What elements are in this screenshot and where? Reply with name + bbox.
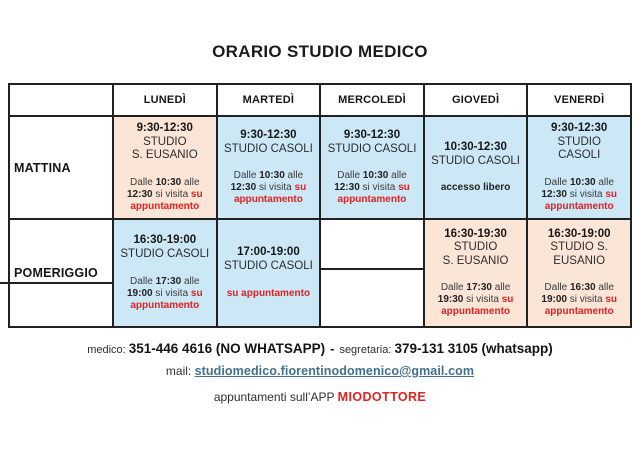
note-segment: su appuntamento xyxy=(441,294,514,318)
schedule-cell xyxy=(113,219,217,327)
stray-line xyxy=(0,282,113,284)
note-segment: 17:30 xyxy=(155,275,182,287)
cell-time: 9:30-12:30 xyxy=(136,122,193,135)
note-segment: alle xyxy=(181,176,200,188)
note-segment: alle xyxy=(595,176,614,188)
note-segment: alle xyxy=(595,282,614,294)
schedule-cell xyxy=(424,219,528,327)
note-segment: su appuntamento xyxy=(544,294,617,318)
note-segment: 10:30 xyxy=(570,176,596,188)
cell-location: STUDIO S. xyxy=(550,241,608,254)
cell-location: STUDIO xyxy=(453,241,498,254)
cell-schedule xyxy=(321,129,423,156)
note-segment: 12:30 xyxy=(334,182,360,194)
note-segment: Dalle xyxy=(233,170,260,182)
mail-line xyxy=(0,364,640,378)
note-segment: Dalle xyxy=(544,176,570,188)
note-segment: 12:30 xyxy=(541,188,567,200)
cell-time: 9:30-12:30 xyxy=(551,122,608,135)
note-segment: 17:30 xyxy=(466,282,492,294)
cell-schedule xyxy=(425,141,527,168)
cell-schedule xyxy=(425,228,527,269)
schedule-table xyxy=(8,83,632,328)
cell-time: 17:00-19:00 xyxy=(237,246,300,259)
note-segment: 19:00 xyxy=(541,294,567,306)
contact-segment: segretaria: xyxy=(339,344,395,356)
note-segment: si visita xyxy=(463,294,502,306)
cell-schedule xyxy=(528,228,630,269)
note-segment: 16:30 xyxy=(570,282,596,294)
cell-note xyxy=(428,282,524,318)
schedule-body xyxy=(9,116,631,327)
schedule-cell xyxy=(217,219,321,327)
note-segment: si visita xyxy=(359,182,399,194)
cell-note xyxy=(220,288,316,300)
schedule-cell xyxy=(424,116,528,219)
cell-note xyxy=(531,282,627,318)
schedule-cell xyxy=(320,116,424,219)
note-segment: Dalle xyxy=(130,176,156,188)
day-header-2: MERCOLEDÌ xyxy=(320,84,424,116)
note-segment: 12:30 xyxy=(127,188,153,200)
contact-segment: medico: xyxy=(87,344,129,356)
schedule-row xyxy=(9,116,631,219)
contact-segment: - xyxy=(330,341,335,356)
cell-location: STUDIO CASOLI xyxy=(120,248,210,260)
cell-note xyxy=(428,182,524,194)
note-segment: 10:30 xyxy=(259,170,285,182)
day-header-0: LUNEDÌ xyxy=(113,84,217,116)
note-segment: su appuntamento xyxy=(544,188,617,212)
note-segment: su appuntamento xyxy=(226,287,311,299)
cell-location: CASOLI xyxy=(558,149,601,162)
empty-slot-top xyxy=(321,222,423,270)
note-segment: 19:00 xyxy=(127,287,153,299)
note-segment: alle xyxy=(388,170,407,182)
empty-slot-bottom xyxy=(321,270,423,324)
cell-time: 16:30-19:00 xyxy=(133,234,197,247)
note-segment: alle xyxy=(491,282,511,294)
cell-note xyxy=(531,177,627,213)
corner-cell xyxy=(9,84,113,116)
schedule-row xyxy=(9,219,631,327)
cell-time: 16:30-19:30 xyxy=(444,227,507,240)
cell-schedule xyxy=(218,129,320,156)
cell-location: S. EUSANIO xyxy=(131,149,198,162)
cell-location: STUDIO xyxy=(557,135,601,148)
app-line xyxy=(0,390,640,404)
contact-segment: 379-131 3105 (whatsapp) xyxy=(394,341,553,356)
cell-schedule xyxy=(114,122,216,163)
cell-note xyxy=(220,170,316,206)
note-segment: su appuntamento xyxy=(233,182,307,206)
day-header-1: MARTEDÌ xyxy=(217,84,321,116)
cell-time: 9:30-12:30 xyxy=(343,128,401,141)
cell-schedule xyxy=(218,246,320,273)
note-segment: alle xyxy=(284,170,304,182)
schedule-cell xyxy=(527,116,631,219)
contact-line xyxy=(0,341,640,356)
note-segment: Dalle xyxy=(130,275,156,287)
cell-location: EUSANIO xyxy=(553,254,606,267)
mail-label: mail: xyxy=(165,364,195,378)
note-segment: accesso libero xyxy=(440,182,511,194)
note-segment: Dalle xyxy=(544,282,570,294)
cell-note xyxy=(117,177,213,213)
row-label: POMERIGGIO xyxy=(9,219,113,327)
schedule-cell xyxy=(217,116,321,219)
note-segment: alle xyxy=(181,275,200,287)
note-segment: si visita xyxy=(152,287,191,299)
note-segment: 10:30 xyxy=(155,176,182,188)
page-title: ORARIO STUDIO MEDICO xyxy=(212,42,428,61)
schedule-cell xyxy=(113,116,217,219)
note-segment: 19:30 xyxy=(437,294,464,306)
cell-time: 9:30-12:30 xyxy=(240,128,297,141)
note-segment: si visita xyxy=(566,294,606,306)
cell-time: 16:30-19:00 xyxy=(547,227,611,240)
note-segment: su appuntamento xyxy=(337,182,410,206)
note-segment: su appuntamento xyxy=(130,188,203,212)
note-segment: Dalle xyxy=(337,170,363,182)
note-segment: 12:30 xyxy=(230,182,257,194)
cell-note xyxy=(117,276,213,312)
note-segment: si visita xyxy=(566,188,606,200)
cell-location: STUDIO CASOLI xyxy=(327,142,417,155)
app-name: MIODOTTORE xyxy=(337,390,427,404)
cell-location: S. EUSANIO xyxy=(442,254,509,267)
cell-time: 10:30-12:30 xyxy=(444,140,507,153)
cell-location: STUDIO CASOLI xyxy=(223,260,313,272)
schedule-cell xyxy=(320,219,424,327)
cell-schedule xyxy=(528,122,630,163)
app-line-prefix: appuntamenti sull’APP xyxy=(213,390,338,404)
email-link[interactable]: studiomedico.fiorentinodomenico@gmail.com xyxy=(194,364,475,378)
cell-location: STUDIO CASOLI xyxy=(223,142,313,155)
note-segment: su appuntamento xyxy=(130,287,203,311)
cell-schedule xyxy=(114,234,216,261)
cell-location: STUDIO CASOLI xyxy=(431,154,520,167)
note-segment: 10:30 xyxy=(362,170,389,182)
note-segment: si visita xyxy=(152,188,191,200)
contact-segment: 351-446 4616 (NO WHATSAPP) xyxy=(128,341,326,356)
day-header-3: GIOVEDÌ xyxy=(424,84,528,116)
schedule-cell xyxy=(527,219,631,327)
note-segment: Dalle xyxy=(440,282,467,294)
day-header-4: VENERDÌ xyxy=(527,84,631,116)
note-segment: si visita xyxy=(256,182,295,194)
cell-note xyxy=(324,170,420,206)
row-label: MATTINA xyxy=(9,116,113,219)
header-row xyxy=(9,84,631,116)
cell-location: STUDIO xyxy=(143,135,187,148)
